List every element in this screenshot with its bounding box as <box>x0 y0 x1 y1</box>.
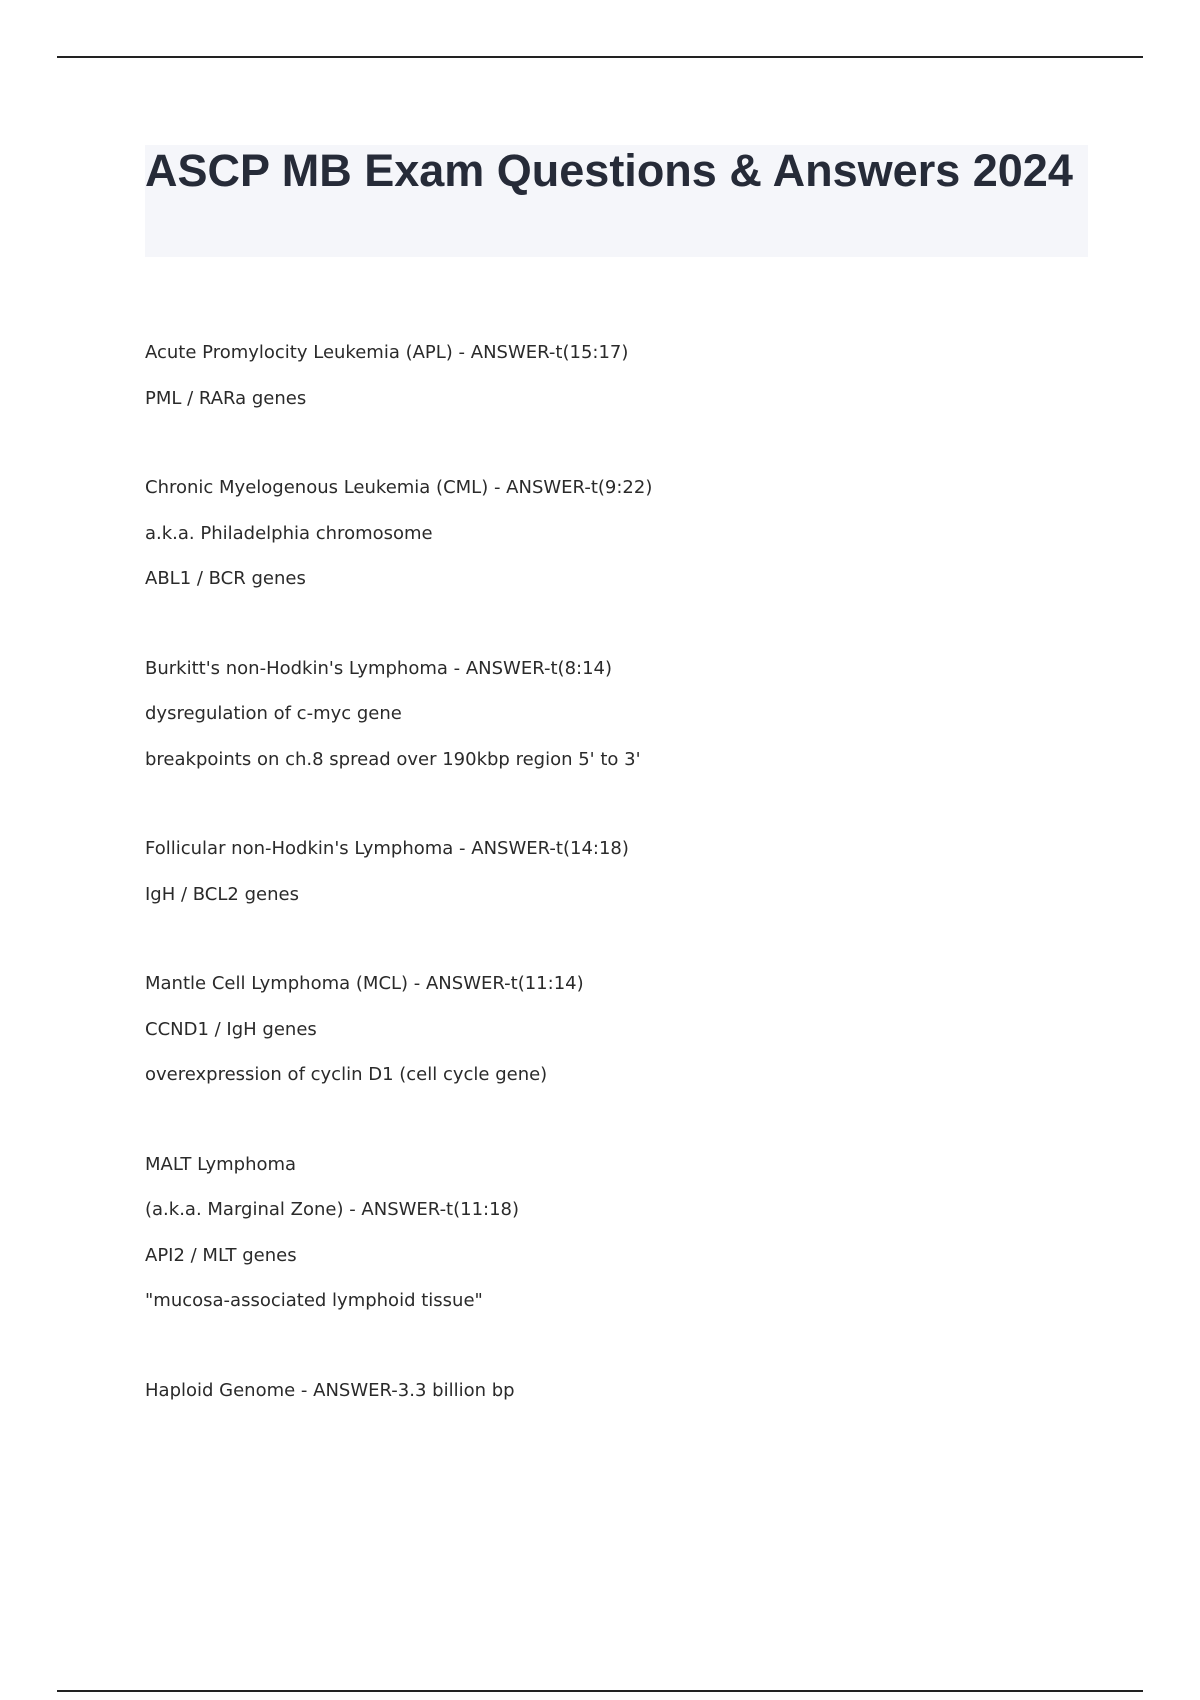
qa-detail: ABL1 / BCR genes <box>145 568 306 589</box>
qa-item <box>145 836 1085 927</box>
qa-question: Chronic Myelogenous Leukemia (CML) - ANSWER-t(9:22) <box>145 477 653 498</box>
qa-question: Mantle Cell Lymphoma (MCL) - ANSWER-t(11:14) <box>145 973 584 994</box>
qa-detail: overexpression of cyclin D1 (cell cycle gene) <box>145 1064 548 1085</box>
qa-detail: breakpoints on ch.8 spread over 190kbp region 5' to 3' <box>145 748 641 770</box>
page-title: ASCP MB Exam Questions & Answers 2024 <box>145 145 1073 196</box>
qa-question: Haploid Genome - ANSWER-3.3 billion bp <box>145 1379 515 1401</box>
qa-item <box>145 340 1085 431</box>
qa-detail: API2 / MLT genes <box>145 1244 297 1266</box>
qa-item <box>145 1152 1085 1334</box>
top-divider <box>57 56 1143 58</box>
qa-item <box>145 1378 1085 1424</box>
qa-question: MALT Lymphoma <box>145 1153 297 1175</box>
qa-question: Burkitt's non-Hodkin's Lymphoma - ANSWER-t(8:14) <box>145 657 613 679</box>
qa-detail: IgH / BCL2 genes <box>145 883 299 905</box>
bottom-divider <box>57 1690 1143 1692</box>
qa-question: Follicular non-Hodkin's Lymphoma - ANSWER-t(14:18) <box>145 838 629 859</box>
qa-detail: "mucosa-associated lymphoid tissue" <box>145 1290 483 1311</box>
qa-item <box>145 656 1085 793</box>
qa-detail: PML / RARa genes <box>145 387 307 409</box>
qa-item <box>145 475 1085 612</box>
qa-list <box>145 340 1085 1467</box>
qa-detail: (a.k.a. Marginal Zone) - ANSWER-t(11:18) <box>145 1199 520 1220</box>
qa-detail: dysregulation of c-myc gene <box>145 703 402 724</box>
qa-detail: CCND1 / IgH genes <box>145 1018 317 1040</box>
qa-detail: a.k.a. Philadelphia chromosome <box>145 522 433 544</box>
qa-item <box>145 971 1085 1108</box>
qa-question: Acute Promylocity Leukemia (APL) - ANSWER-t(15:17) <box>145 342 629 363</box>
